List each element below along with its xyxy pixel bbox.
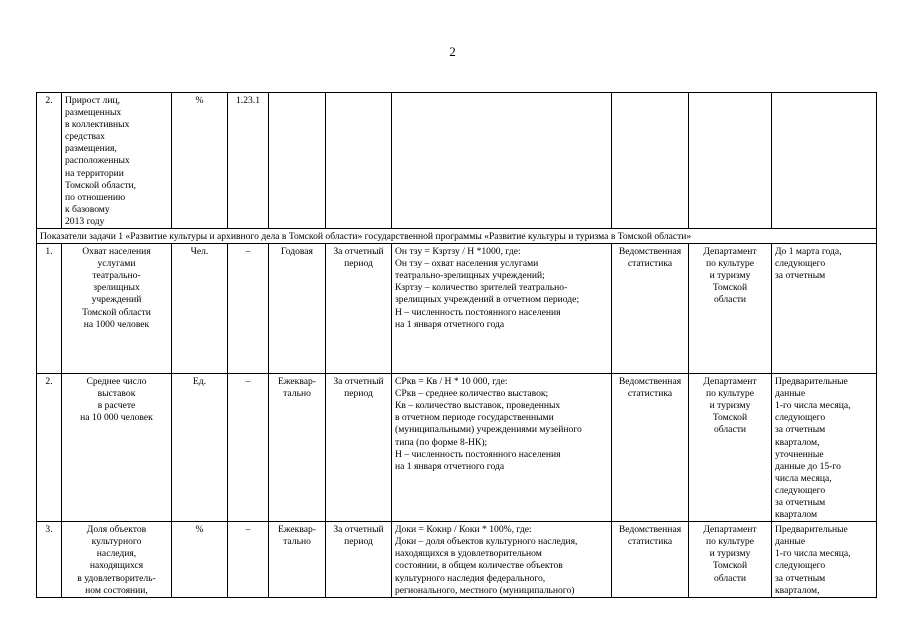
cell-text-line: за отчетным <box>775 270 826 282</box>
cell-text-line: Томской области <box>82 306 151 318</box>
cell-text-line: по культуре <box>706 388 754 400</box>
cell-text-line: Доки – доля объектов культурного наследия, <box>395 536 578 548</box>
cell-text-line: размещения, <box>65 143 117 155</box>
responsible <box>689 93 772 229</box>
cell-text-line: данные <box>775 388 806 400</box>
data-source <box>612 522 689 598</box>
data-source <box>612 244 689 374</box>
cell-text-line: Ежеквар- <box>278 376 316 388</box>
cell-text-line: Ежеквар- <box>278 524 316 536</box>
cell-text-line: (муниципальными) учреждениями музейного <box>395 424 582 436</box>
formula <box>392 374 612 522</box>
unit: % <box>172 93 228 229</box>
cell-text-line: статистика <box>627 388 673 400</box>
cell-text-line: Ведомственная <box>618 246 682 258</box>
cell-text-line: театрально-зрелищных учреждений; <box>395 270 545 282</box>
table-row <box>37 522 877 598</box>
formula <box>392 93 612 229</box>
cell-text-line: находящихся в удовлетворительном <box>395 548 542 560</box>
cell-text-line: следующего <box>775 258 826 270</box>
periodicity <box>269 93 326 229</box>
cell-text-line: кварталом <box>775 509 818 521</box>
cell-text-line: Томской <box>712 282 748 294</box>
cell-text-line: данные <box>775 536 806 548</box>
cell-text-line: Предварительные <box>775 376 848 388</box>
page-number: 2 <box>449 44 456 59</box>
responsible <box>689 244 772 374</box>
responsible <box>689 374 772 522</box>
cell-text-line: 2013 году <box>65 215 105 227</box>
cell-text-line: Томской области, <box>65 179 137 191</box>
indicator-code: – <box>228 522 269 598</box>
cell-text-line: Н – численность постоянного населения <box>395 448 561 460</box>
indicator-name <box>62 522 172 598</box>
cell-text-line: ном состоянии, <box>85 584 148 596</box>
cell-text-line: Ведомственная <box>618 376 682 388</box>
cell-text-line: культурного <box>91 536 142 548</box>
periodicity <box>269 522 326 598</box>
formula <box>392 244 612 374</box>
cell-text-line: Доки = Кокнр / Коки * 100%, где: <box>395 524 532 536</box>
cell-text-line: культурного наследия федерального, <box>395 572 546 584</box>
data-source <box>612 93 689 229</box>
cell-text-line: размещенных <box>65 107 122 119</box>
unit: Чел. <box>172 244 228 374</box>
cell-text-line: на территории <box>65 167 124 179</box>
indicator-name <box>62 244 172 374</box>
cell-text-line: кварталом, <box>775 436 820 448</box>
cell-text-line: СРкв = Кв / Н * 10 000, где: <box>395 376 508 388</box>
table-row <box>37 374 877 522</box>
cell-text-line: период <box>344 258 373 270</box>
section-row <box>37 229 877 244</box>
cell-text-line: и туризму <box>709 400 751 412</box>
unit: % <box>172 522 228 598</box>
cell-text-line: СРкв – среднее количество выставок; <box>395 388 549 400</box>
cell-text-line: уточненные <box>775 448 824 460</box>
cell-text-line: за отчетным <box>775 572 826 584</box>
cell-text-line: Он тзу – охват населения услугами <box>395 258 539 270</box>
cell-text-line: области <box>713 572 747 584</box>
indicator-code: 1.23.1 <box>228 93 269 229</box>
cell-text-line: следующего <box>775 484 826 496</box>
cell-text-line: Ведомственная <box>618 524 682 536</box>
indicator-name <box>62 374 172 522</box>
data-source <box>612 374 689 522</box>
cell-text-line: Томской <box>712 560 748 572</box>
cell-text-line: в отчетном периоде государственными <box>395 412 554 424</box>
cell-text-line: кварталом, <box>775 584 820 596</box>
deadline <box>772 93 877 229</box>
cell-text-line: расположенных <box>65 155 130 167</box>
cell-text-line: период <box>344 388 373 400</box>
periodicity <box>269 374 326 522</box>
cell-text-line: Прирост лиц, <box>65 95 120 106</box>
cell-text-line: выставок <box>97 388 136 400</box>
cell-text-line: зрелищных учреждений в отчетном периоде; <box>395 294 580 306</box>
indicator-name <box>62 93 172 229</box>
cell-text-line: средствах <box>65 131 105 143</box>
indicator-code: – <box>228 374 269 522</box>
cell-text-line: статистика <box>627 258 673 270</box>
cell-text-line: по отношению <box>65 191 126 203</box>
cell-text-line: за отчетным <box>775 496 826 508</box>
cell-text-line: учреждений <box>91 294 142 306</box>
cell-text-line: Департамент <box>703 376 757 388</box>
cell-text-line: До 1 марта года, <box>775 246 842 258</box>
deadline <box>772 522 877 598</box>
cell-text-line: находящихся <box>89 560 144 572</box>
row-number: 3. <box>37 522 62 598</box>
cell-text-line: театрально- <box>92 270 141 282</box>
cell-text-line: за отчетным <box>775 424 826 436</box>
cell-text-line: области <box>713 424 747 436</box>
section-title: Показатели задачи 1 «Развитие культуры и архивного дела в Томской области» государственной программы «Развитие культуры и туризма в Томской области» <box>37 229 877 244</box>
indicator-code: – <box>228 244 269 374</box>
periodicity <box>269 244 326 374</box>
cell-text-line: области <box>713 294 747 306</box>
cell-text-line: услугами <box>97 258 136 270</box>
cell-text-line: За отчетный <box>333 524 384 536</box>
deadline <box>772 244 877 374</box>
cell-text-line: Среднее число <box>86 376 147 388</box>
cell-text-line: на 1 января отчетного года <box>395 460 505 472</box>
cell-text-line: следующего <box>775 412 826 424</box>
cell-text-line: числа месяца, <box>775 472 832 484</box>
cell-text-line: Годовая <box>281 246 313 258</box>
cell-text-line: Доля объектов <box>86 524 147 536</box>
cell-text-line: Кв – количество выставок, проведенных <box>395 400 561 412</box>
cell-text-line: Н – численность постоянного населения <box>395 306 561 318</box>
cell-text-line: данные до 15-го <box>775 460 841 472</box>
cell-text-line: и туризму <box>709 548 751 560</box>
cell-text-line: регионального, местного (муниципального) <box>395 584 575 596</box>
cell-text-line: Кзртзу – количество зрителей театрально- <box>395 282 568 294</box>
cell-text-line: и туризму <box>709 270 751 282</box>
cell-text-line: типа (по форме 8-НК); <box>395 436 488 448</box>
cell-text-line: период <box>344 536 373 548</box>
cell-text-line: Департамент <box>703 524 757 536</box>
cell-text-line: статистика <box>627 536 673 548</box>
cell-text-line: За отчетный <box>333 376 384 388</box>
cell-text-line: Он тзу = Кзртзу / Н *1000, где: <box>395 246 521 258</box>
cell-text-line: по культуре <box>706 258 754 270</box>
cell-text-line: в коллективных <box>65 119 130 131</box>
row-number: 2. <box>37 93 62 229</box>
cell-text-line: 1-го числа месяца, <box>775 400 851 412</box>
period <box>326 522 392 598</box>
table-row <box>37 93 877 229</box>
cell-text-line: Томской <box>712 412 748 424</box>
cell-text-line: наследия, <box>96 548 137 560</box>
cell-text-line: За отчетный <box>333 246 384 258</box>
cell-text-line: 1-го числа месяца, <box>775 548 851 560</box>
cell-text-line: тально <box>283 536 311 548</box>
period <box>326 374 392 522</box>
table-row <box>37 244 877 374</box>
indicators-table <box>36 92 877 598</box>
deadline <box>772 374 877 522</box>
cell-text-line: Департамент <box>703 246 757 258</box>
formula <box>392 522 612 598</box>
cell-text-line: следующего <box>775 560 826 572</box>
cell-text-line: зрелищных <box>93 282 140 294</box>
cell-text-line: Охват населения <box>82 246 151 258</box>
period <box>326 93 392 229</box>
cell-text-line: на 10 000 человек <box>80 412 153 424</box>
cell-text-line: состоянии, в общем количестве объектов <box>395 560 563 572</box>
cell-text-line: на 1000 человек <box>83 318 150 330</box>
cell-text-line: в расчете <box>97 400 136 412</box>
unit: Ед. <box>172 374 228 522</box>
cell-text-line: по культуре <box>706 536 754 548</box>
cell-text-line: Предварительные <box>775 524 848 536</box>
row-number: 1. <box>37 244 62 374</box>
cell-text-line: в удовлетворитель- <box>77 572 156 584</box>
cell-text-line: на 1 января отчетного года <box>395 318 505 330</box>
period <box>326 244 392 374</box>
row-number: 2. <box>37 374 62 522</box>
cell-text-line: тально <box>283 388 311 400</box>
responsible <box>689 522 772 598</box>
cell-text-line: к базовому <box>65 203 110 215</box>
